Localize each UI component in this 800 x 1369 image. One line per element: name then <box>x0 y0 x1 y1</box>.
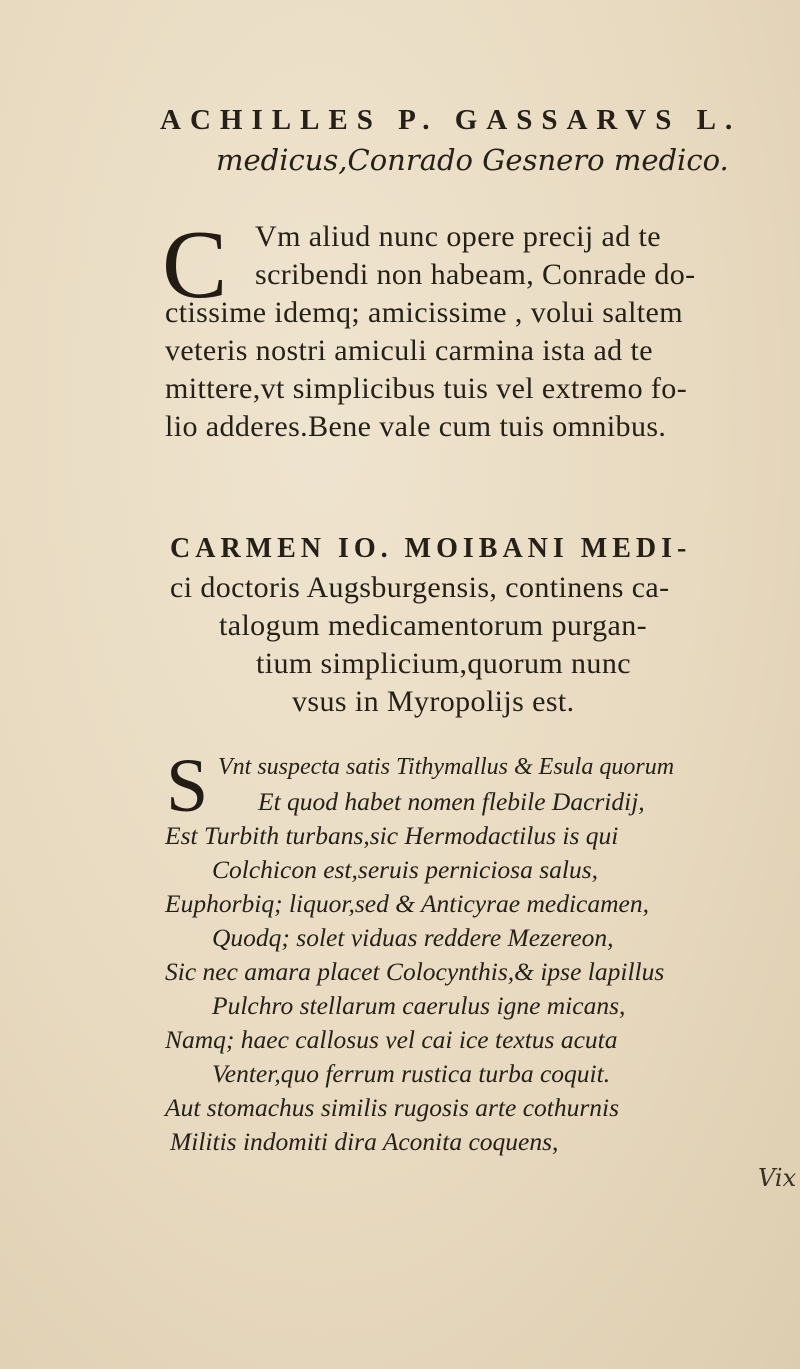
poem-line: Est Turbith turbans,sic Hermodactilus is qui <box>165 821 619 850</box>
poem-line: Colchicon est,seruis perniciosa salus, <box>212 855 599 884</box>
poem-line: Aut stomachus similis rugosis arte cothurnis <box>165 1093 620 1122</box>
letter-line: scribendi non habeam, Conrade do- <box>255 258 696 291</box>
letter-line: lio adderes.Bene vale cum tuis omnibus. <box>165 410 667 443</box>
carmen-heading: CARMEN IO. MOIBANI MEDI- <box>170 533 692 564</box>
poem-line: Sic nec amara placet Colocynthis,& ipse lapillus <box>165 957 665 986</box>
carmen-heading-line: ci doctoris Augsburgensis, continens ca- <box>170 571 670 604</box>
header-title: ACHILLES P. GASSARVS L. <box>160 104 742 136</box>
poem-line: Militis indomiti dira Aconita coquens, <box>170 1127 559 1156</box>
poem-line: Quodq; solet viduas reddere Mezereon, <box>212 923 614 952</box>
poem-line: Vnt suspecta satis Tithymallus & Esula quorum <box>218 754 675 780</box>
carmen-heading-line: tium simplicium,quorum nunc <box>256 647 631 680</box>
letter-drop-cap: C <box>162 211 228 319</box>
poem-drop-cap: S <box>166 744 209 828</box>
poem-line: Et quod habet nomen flebile Dacridij, <box>258 787 645 816</box>
catchword: Vix <box>758 1164 797 1192</box>
poem-line: Venter,quo ferrum rustica turba coquit. <box>212 1059 611 1088</box>
letter-line: ctissime idemq; amicissime , volui saltem <box>165 296 683 329</box>
carmen-heading-line: talogum medicamentorum purgan- <box>219 609 648 642</box>
letter-line: Vm aliud nunc opere precij ad te <box>255 220 661 253</box>
poem-line: Namq; haec callosus vel cai ice textus acuta <box>165 1025 618 1054</box>
letter-line: veteris nostri amiculi carmina ista ad te <box>165 334 653 367</box>
letter-line: mittere,vt simplicibus tuis vel extremo fo- <box>165 372 688 405</box>
header-subtitle: medicus,Conrado Gesnero medico. <box>216 143 729 177</box>
carmen-heading-line: vsus in Myropolijs est. <box>292 685 575 718</box>
poem-line: Pulchro stellarum caerulus igne micans, <box>212 991 626 1020</box>
poem-line: Euphorbiq; liquor,sed & Anticyrae medicamen, <box>165 889 649 918</box>
